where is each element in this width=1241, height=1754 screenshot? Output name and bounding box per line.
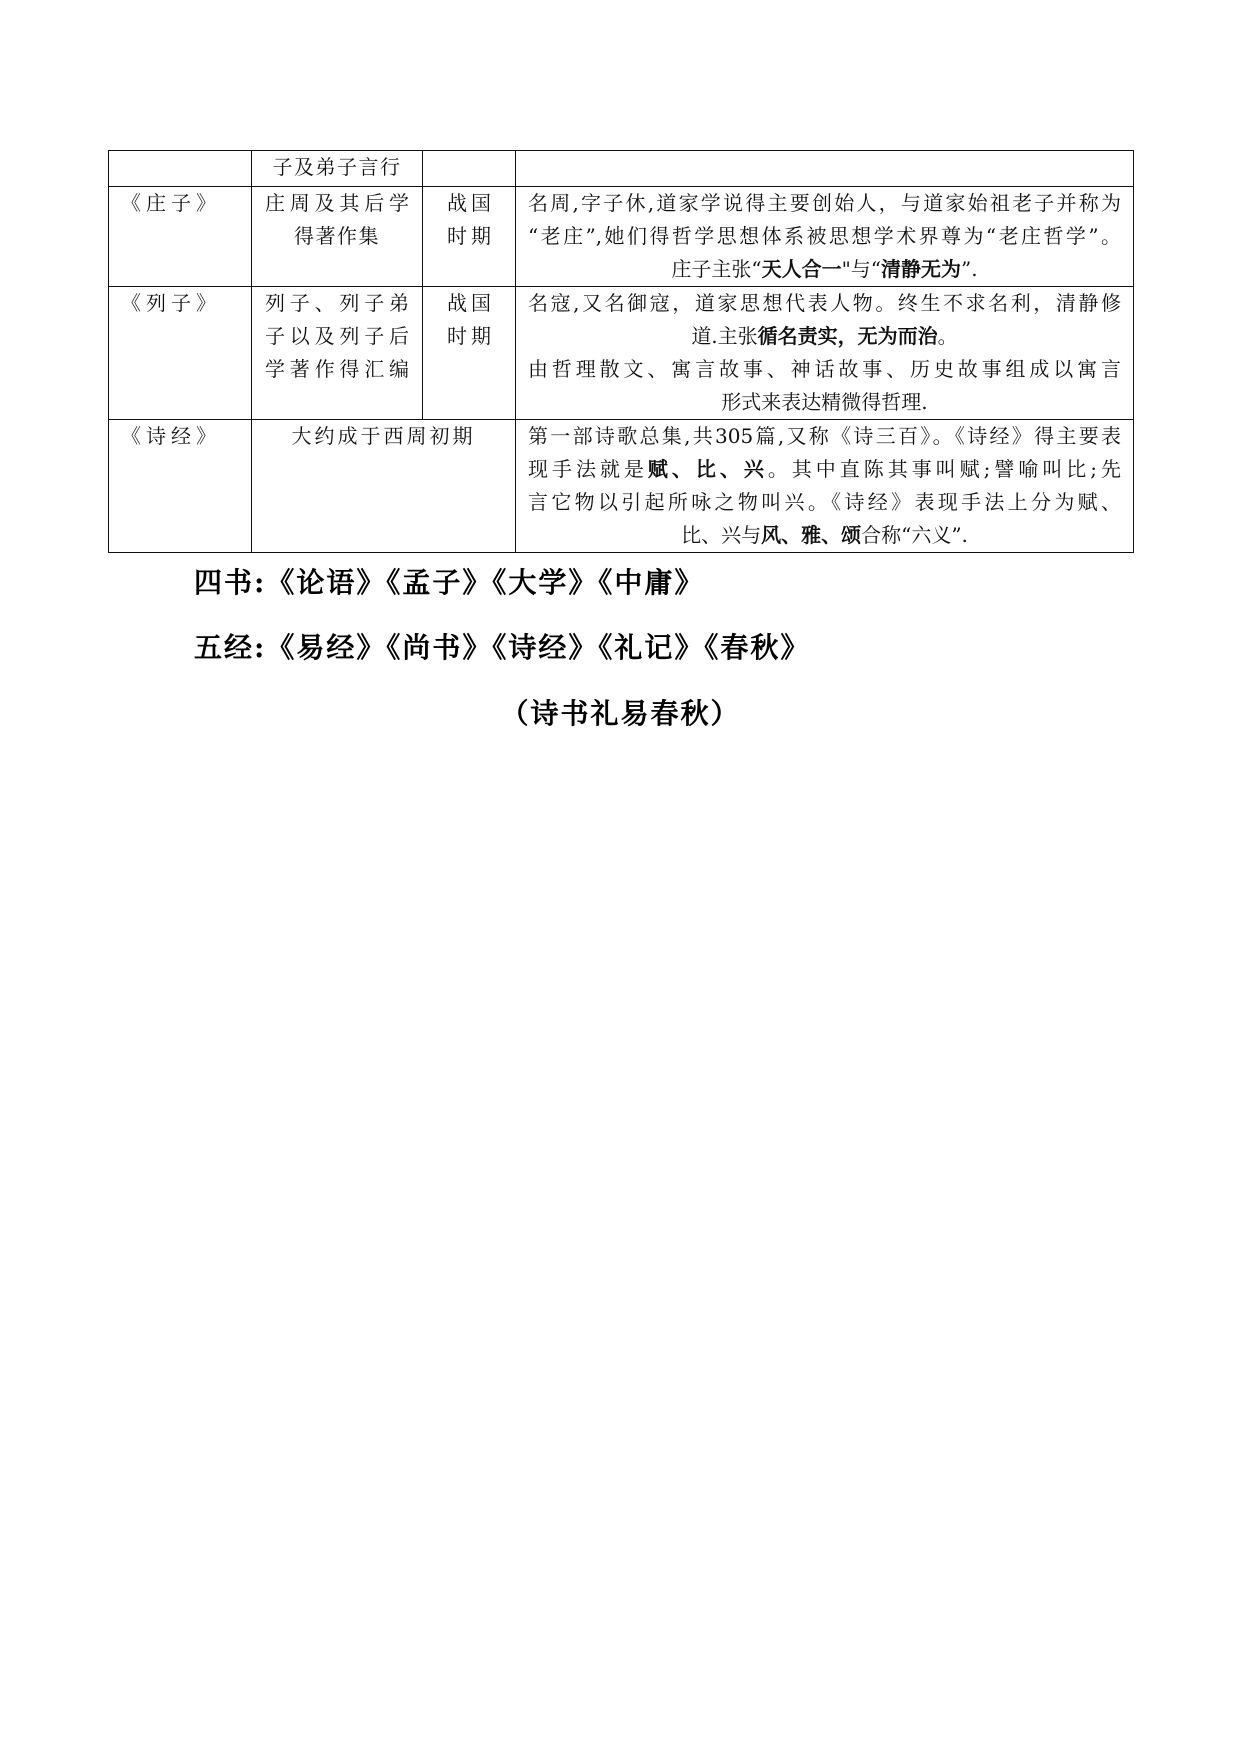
description-text: 由哲理散文、寓言故事、神话故事、历史故事组成以寓言: [528, 357, 1121, 381]
work-title-cell: [109, 151, 252, 187]
work-title: 《列子》: [121, 291, 221, 315]
description-text: 名周,字子休,道家学说得主要创始人，与道家始祖老子并称为: [528, 191, 1121, 215]
period-line: 时期: [447, 324, 495, 348]
description-text: 现手法就是: [528, 457, 648, 481]
period-cell: [423, 287, 516, 420]
authors-cell: [252, 151, 423, 187]
description-text: 。: [937, 324, 958, 348]
work-title-cell: [109, 287, 252, 420]
description-line: [516, 253, 1133, 286]
description-line: [516, 187, 1133, 220]
description-line: [516, 453, 1133, 486]
description-cell: [516, 151, 1134, 187]
description-line: [516, 287, 1133, 320]
description-text: 庄子主张“: [671, 257, 762, 281]
description-line: [516, 386, 1133, 419]
work-title: 《庄子》: [121, 191, 221, 215]
description-line: [516, 220, 1133, 253]
authors-line: 学著作得汇编: [265, 357, 409, 381]
authors-line: 子及弟子言行: [272, 155, 402, 179]
authors-line: 列子、列子弟: [265, 291, 409, 315]
five-classics-line: 五经:《易经》《尚书》《诗经》《礼记》《春秋》: [194, 631, 811, 664]
classics-table: [108, 150, 1134, 553]
description-line: [516, 486, 1133, 519]
period-cell: [423, 151, 516, 187]
table-row-liezi: [109, 287, 1134, 420]
description-line: [516, 320, 1133, 353]
description-text: 言它物以引起所咏之物叫兴。《诗经》表现手法上分为赋、: [528, 490, 1121, 514]
table-row-shijing: [109, 420, 1134, 553]
authors-line: 子以及列子后: [265, 324, 409, 348]
description-text: 名寇,又名御寇，道家思想代表人物。终生不求名利，清静修: [528, 291, 1121, 315]
authors-cell: [252, 287, 423, 420]
description-line: [516, 353, 1133, 386]
table-row-zhuangzi: [109, 187, 1134, 287]
period-cell: [423, 187, 516, 287]
description-text: 合称“六义”.: [861, 523, 968, 547]
description-text: "与“: [841, 257, 882, 281]
description-line: [516, 420, 1133, 453]
description-text: “老庄”,她们得哲学思想体系被思想学术界尊为“老庄哲学”。: [528, 224, 1121, 248]
period-line: 战国: [447, 291, 495, 315]
emphasis-text: 清静无为: [881, 257, 962, 281]
work-title-cell: [109, 187, 252, 287]
authors-period-line: 大约成于西周初期: [291, 424, 476, 448]
period-line: 时期: [447, 224, 495, 248]
description-line: [516, 519, 1133, 552]
period-line: 战国: [447, 191, 495, 215]
emphasis-text: 天人合一: [761, 257, 842, 281]
description-cell: [516, 287, 1134, 420]
emphasis-text: 循名责实，无为而治: [757, 324, 938, 348]
mnemonic-line: （诗书礼易春秋）: [500, 697, 741, 730]
table-row-continued: [109, 151, 1134, 187]
authors-cell: [252, 187, 423, 287]
emphasis-text: 风、雅、颂: [761, 523, 862, 547]
authors-line: 庄周及其后学: [265, 191, 409, 215]
description-text: 道.主张: [691, 324, 758, 348]
authors-line: 得著作集: [294, 224, 380, 248]
description-text: 第一部诗歌总集,共305篇,又称《诗三百》。《诗经》得主要表: [528, 424, 1121, 448]
work-title-cell: [109, 420, 252, 553]
description-text: 。其中直陈其事叫赋;譬喻叫比;先: [767, 457, 1121, 481]
description-text: ”.: [961, 257, 978, 281]
emphasis-text: 赋、比、兴: [647, 457, 768, 481]
work-title: 《诗经》: [121, 424, 221, 448]
four-books-line: 四书:《论语》《孟子》《大学》《中庸》: [194, 566, 705, 599]
description-text: 形式来表达精微得哲理.: [721, 390, 928, 414]
description-cell: [516, 420, 1134, 553]
authors-period-cell: [252, 420, 516, 553]
description-cell: [516, 187, 1134, 287]
description-text: 比、兴与: [681, 523, 762, 547]
